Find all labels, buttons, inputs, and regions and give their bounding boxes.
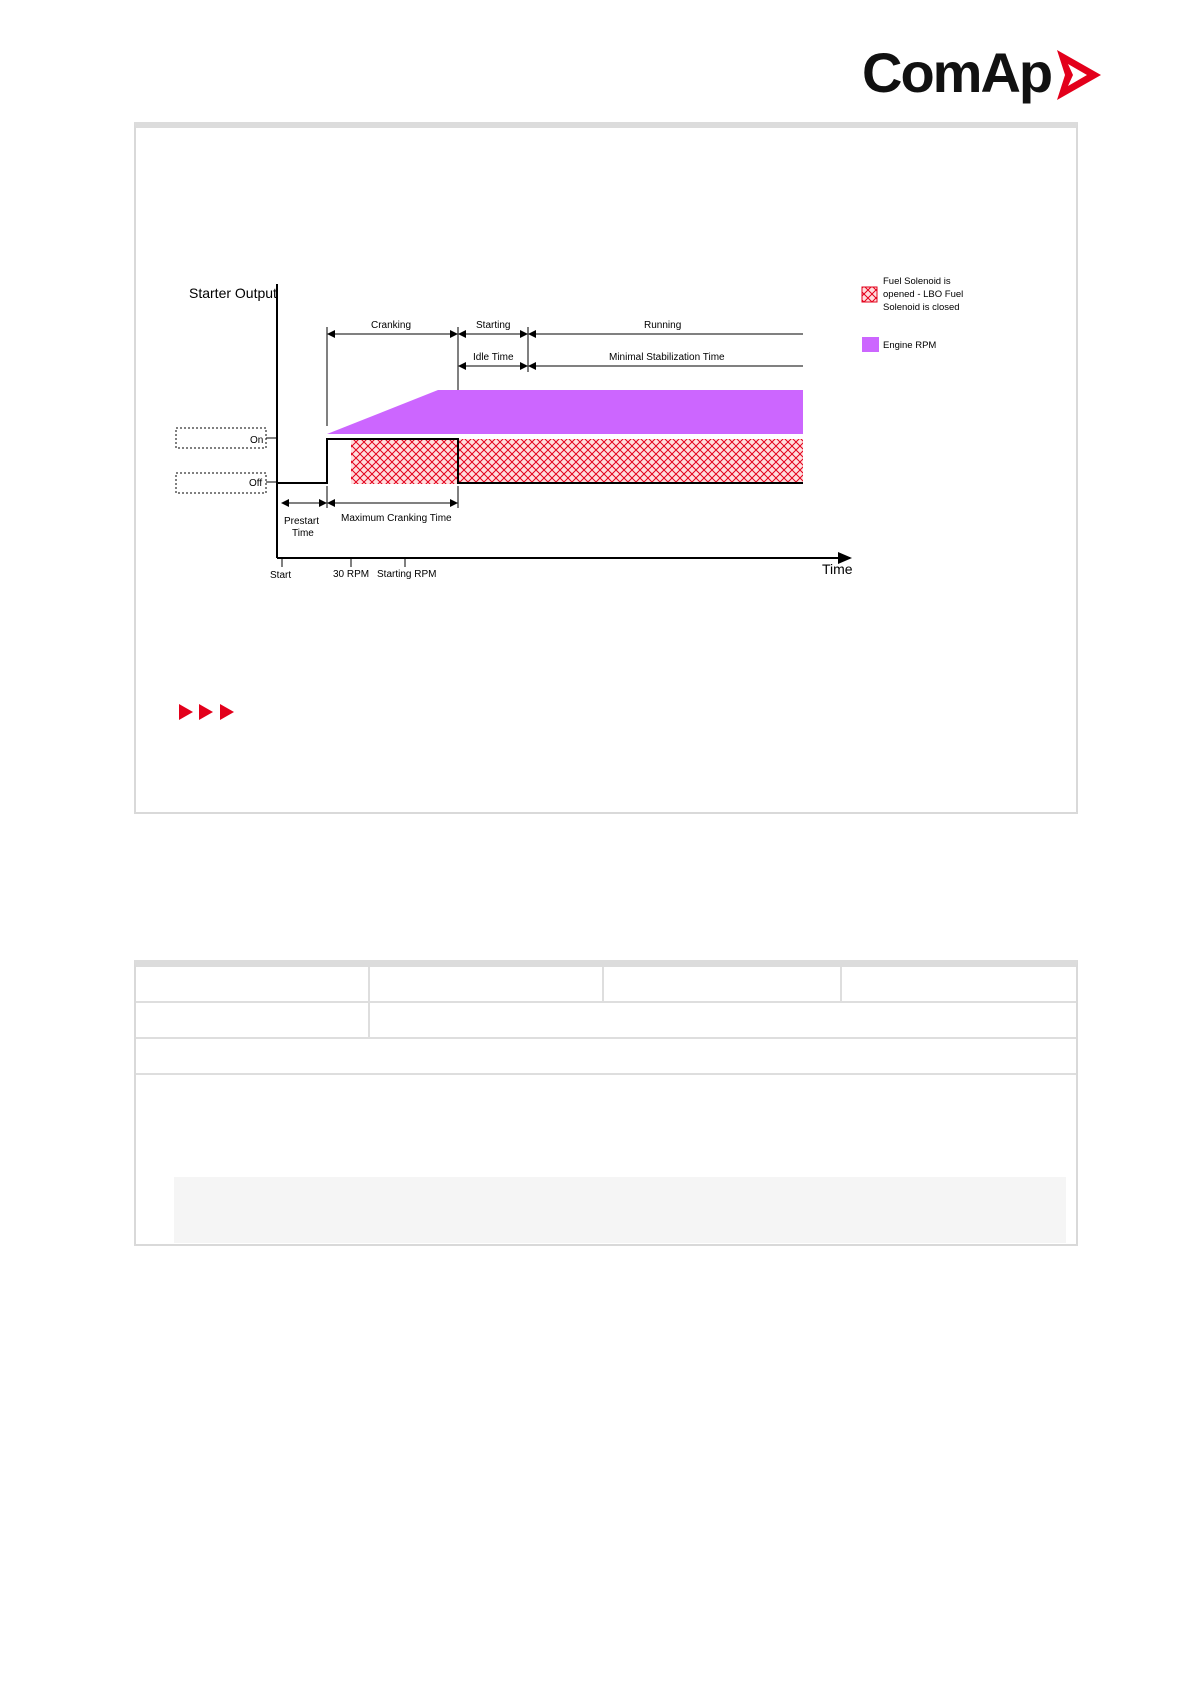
tick-start: Start: [270, 570, 292, 581]
prestart-label-2: Time: [292, 528, 314, 539]
red-triangle-icon: [219, 702, 235, 722]
note-panel: [174, 1177, 1066, 1243]
logo-arrow-icon: [1055, 48, 1103, 102]
tick-30-rpm: 30 RPM: [333, 569, 370, 580]
legend-rpm-label: Engine RPM: [883, 340, 937, 351]
table-cell: [370, 967, 604, 1001]
min-stabilization-label: Minimal Stabilization Time: [609, 352, 725, 363]
legend-fuel-line3: Solenoid is closed: [883, 302, 960, 313]
legend-fuel-line2: opened - LBO Fuel: [883, 289, 964, 300]
cranking-label: Cranking: [371, 320, 412, 331]
table-cell: [136, 967, 370, 1001]
logo-wordmark: ComAp: [862, 41, 1052, 104]
red-triangle-icon: [198, 702, 214, 722]
red-triangle-icon: [178, 702, 194, 722]
tick-starting-rpm: Starting RPM: [377, 569, 437, 580]
idle-time-label: Idle Time: [473, 352, 514, 363]
running-label: Running: [644, 320, 682, 331]
table-row: [136, 967, 1076, 1003]
legend-fuel-swatch: [862, 287, 877, 302]
y-axis-label: Starter Output: [189, 285, 277, 301]
starter-timing-diagram: [160, 262, 990, 592]
table-row: [136, 1039, 1076, 1075]
table-cell: [604, 967, 842, 1001]
legend-rpm-swatch: [862, 337, 879, 352]
fuel-solenoid-area: [351, 439, 803, 484]
starting-label: Starting: [476, 320, 511, 331]
comap-logo: [862, 41, 1103, 104]
on-label: On: [250, 435, 264, 446]
prestart-label-1: Prestart: [284, 516, 320, 527]
engine-rpm-area: [327, 390, 803, 434]
legend-fuel-line1: Fuel Solenoid is: [883, 276, 951, 287]
x-axis-label: Time: [822, 561, 853, 577]
max-cranking-label: Maximum Cranking Time: [341, 513, 452, 524]
off-label: Off: [249, 478, 263, 489]
table-row: [136, 1003, 1076, 1039]
parameter-table: [134, 960, 1078, 1246]
table-cell: [136, 1003, 370, 1037]
bullet-list: [178, 702, 235, 744]
